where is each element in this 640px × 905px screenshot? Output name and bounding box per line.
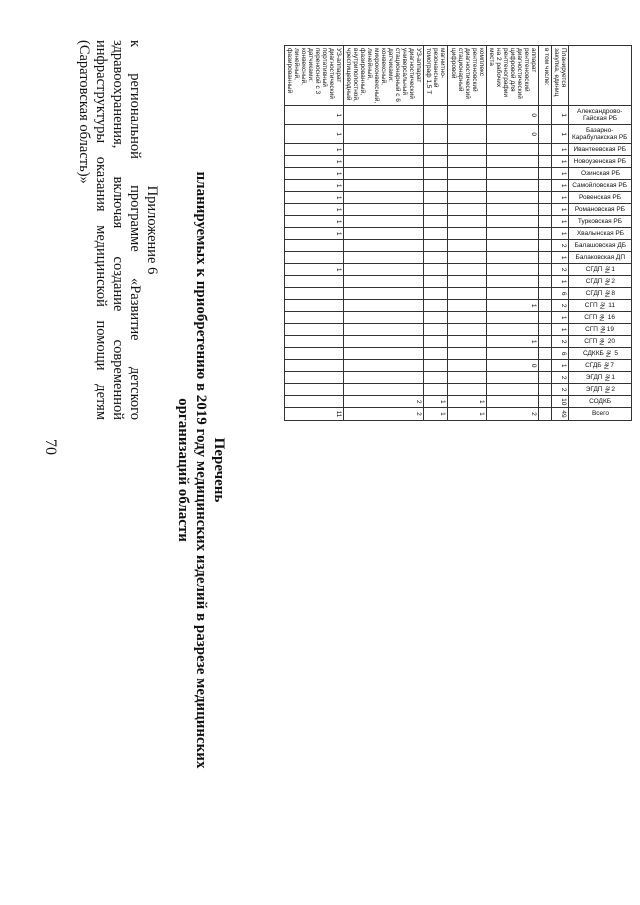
table-row [448,46,487,421]
table-cell [539,348,552,360]
table-cell [448,106,487,125]
row-label: магнитно-резонансный томограф 1,5 Т [424,46,448,106]
table-cell [285,288,344,300]
table-cell: 1 [552,276,569,288]
table-cell: 2 [487,408,539,420]
table-cell [448,192,487,204]
table-cell: 2 [344,408,424,420]
column-header [569,372,632,384]
table-cell [487,192,539,204]
table-cell [424,300,448,312]
table-cell: 1 [552,106,569,125]
table-cell [487,144,539,156]
table-cell [344,276,424,288]
column-header [569,384,632,396]
table-cell: 1 [285,228,344,240]
column-header [569,336,632,348]
table-cell: 2 [552,384,569,396]
column-header-label: Балаковская ДП [575,254,625,262]
column-header [569,240,632,252]
table-cell [344,336,424,348]
table-cell [448,168,487,180]
table-cell [487,228,539,240]
table-cell [539,300,552,312]
table-cell [285,396,344,408]
column-header-label: СГДП №2 [585,278,615,286]
table-cell [487,372,539,384]
table-cell [448,144,487,156]
table-cell [448,384,487,396]
heading-line-2: планируемых к приобретению в 2019 году медицинских изделий в разрезе медицинских организаций области [175,171,209,769]
table-cell [539,276,552,288]
table-cell [539,336,552,348]
table-cell [424,216,448,228]
table-cell: 1 [448,396,487,408]
table-cell [539,180,552,192]
table-cell [285,360,344,372]
table-cell [539,396,552,408]
column-header [569,264,632,276]
table-row [539,46,552,421]
table-cell: 1 [285,106,344,125]
appendix-block [56,40,160,420]
column-header [569,180,632,192]
column-header-label: ЭГДП №2 [585,386,615,394]
table-cell [424,125,448,144]
table-cell [448,264,487,276]
column-header [569,125,632,144]
column-header [569,288,632,300]
table-cell: 1 [448,408,487,420]
table-cell: 6 [552,288,569,300]
table-cell [424,288,448,300]
table-cell [448,372,487,384]
table-cell: 1 [552,204,569,216]
table-cell [424,240,448,252]
heading-line-1: Перечень [211,437,227,503]
table-cell [424,312,448,324]
table-cell [487,312,539,324]
row-label: УЗ-аппарат диагностический универсальный стационарный с 6 датчиками: конвексный, микроконвексный, линейный, фазированный, внутриполостной, чреспищеводный [344,46,424,106]
table-cell: 1 [552,180,569,192]
table-cell: 1 [552,252,569,264]
table-cell [344,180,424,192]
table-body [285,46,569,421]
table-cell [539,216,552,228]
column-header [569,360,632,372]
table-cell [487,396,539,408]
column-header [569,192,632,204]
table-cell: 1 [552,192,569,204]
table-cell [448,156,487,168]
table-cell [448,228,487,240]
table-cell [344,252,424,264]
table-cell [424,192,448,204]
table-cell [424,276,448,288]
column-header-label: Турковская РБ [577,218,623,226]
table-cell [487,288,539,300]
table-cell [344,216,424,228]
table-cell [487,324,539,336]
table-cell [539,408,552,420]
table-cell [487,252,539,264]
table-cell [285,252,344,264]
table-cell [424,252,448,264]
table-cell [285,240,344,252]
table-cell: 0 [487,360,539,372]
column-header [569,168,632,180]
column-header-label: Балашовская ДБ [574,242,626,250]
row-label: комплекс рентгеновский диагностический стационарный цифровой [448,46,487,106]
table-cell: 1 [285,192,344,204]
table-cell [344,192,424,204]
table-cell [487,264,539,276]
column-header-label: Ровенская РБ [578,194,622,202]
table-cell: 1 [285,156,344,168]
table-cell [539,168,552,180]
table-cell [344,144,424,156]
table-cell [539,252,552,264]
row-label: УЗ-аппарат диагностический портативный переносной с 3 датчиками: конвексный, линейный, фазированный [285,46,344,106]
table-cell [448,252,487,264]
table-cell: 1 [424,408,448,420]
table-header-corner [569,46,632,106]
table-cell [344,125,424,144]
table-cell [285,384,344,396]
column-header [569,252,632,264]
table-cell [344,360,424,372]
column-header [569,144,632,156]
table-cell [448,360,487,372]
table-cell [448,312,487,324]
column-header-label: Самойловская РБ [572,182,628,190]
table-cell [285,300,344,312]
column-header-label: СГП №19 [585,326,615,334]
table-cell [424,348,448,360]
table-cell [344,384,424,396]
table-cell [344,348,424,360]
appendix-body: к региональной программе «Развитие детского здравоохранения, включая создание современной инфраструктуры оказания медицинской помощи детям (Саратовская область)» [76,40,143,420]
table-cell [424,144,448,156]
table-cell: 6 [552,348,569,360]
table-cell: 1 [552,125,569,144]
table-cell [487,168,539,180]
table-cell [448,240,487,252]
table-cell: 10 [552,396,569,408]
table-cell: 1 [285,168,344,180]
table-cell [344,156,424,168]
column-header-label: ЭГДП №1 [585,374,615,382]
column-header-label: Всего [591,410,609,418]
column-header [569,408,632,420]
table-cell [487,204,539,216]
table-cell [285,312,344,324]
table-cell [539,125,552,144]
table-cell [344,288,424,300]
column-header-label: Романовская РБ [574,206,626,214]
table-header-row [569,46,632,421]
table-cell: 49 [552,408,569,420]
column-header [569,348,632,360]
table-cell: 1 [285,204,344,216]
table-cell [424,384,448,396]
column-header-label: СГП № 20 [584,338,616,346]
table-cell [344,264,424,276]
table-cell [424,264,448,276]
table-cell: 1 [552,156,569,168]
table-cell [344,324,424,336]
table-cell [539,144,552,156]
table-cell [424,360,448,372]
column-header-label: СОДКБ [589,398,611,406]
table-row [487,46,539,421]
column-header-label: Хвалынская РБ [576,230,624,238]
table-cell: 2 [552,372,569,384]
table-cell: 1 [424,396,448,408]
row-label: в том числе: [539,46,552,106]
table-cell [539,372,552,384]
table-cell [344,168,424,180]
table-cell: 1 [285,264,344,276]
table-cell [539,312,552,324]
table-cell: 1 [487,336,539,348]
table-cell [539,204,552,216]
table-cell [285,336,344,348]
table-cell [344,240,424,252]
column-header [569,106,632,125]
table-cell [448,204,487,216]
table-cell [285,324,344,336]
table-cell [344,106,424,125]
table-cell: 1 [285,216,344,228]
table-cell [487,384,539,396]
table-cell [424,336,448,348]
equipment-table [284,45,632,421]
table-row [344,46,424,421]
table-cell: 11 [285,408,344,420]
table-cell [539,384,552,396]
table-row [285,46,344,421]
table-cell [285,372,344,384]
column-header [569,324,632,336]
table-cell: 1 [552,216,569,228]
table-cell [539,360,552,372]
table-cell: 1 [285,125,344,144]
table-cell [448,288,487,300]
column-header [569,228,632,240]
column-header [569,276,632,288]
table-cell [344,204,424,216]
column-header-label: Озинская РБ [580,170,620,178]
equipment-table-wrapper [284,45,632,421]
table-cell: 1 [552,168,569,180]
column-header-label: Александрово-Гайская РБ [577,108,623,123]
table-cell [539,324,552,336]
table-cell [285,348,344,360]
table-cell [487,348,539,360]
table-cell [448,300,487,312]
table-cell [448,276,487,288]
table-cell [344,228,424,240]
table-cell: 0 [487,125,539,144]
column-header [569,396,632,408]
table-cell [539,156,552,168]
column-header [569,204,632,216]
table-cell: 1 [487,300,539,312]
table-cell [448,216,487,228]
column-header [569,216,632,228]
column-header-label: СДККБ № 5 [582,350,618,358]
row-label: Планируется закупка, единиц [552,46,569,106]
document-heading [174,135,228,805]
table-cell [539,288,552,300]
table-cell [424,228,448,240]
table-cell [448,324,487,336]
table-row [552,46,569,421]
table-cell: 1 [552,144,569,156]
table-cell [344,372,424,384]
table-cell [448,125,487,144]
table-cell [424,168,448,180]
table-cell: 1 [552,228,569,240]
column-header-label: СГП № 11 [584,302,616,310]
table-cell [424,324,448,336]
table-cell: 2 [552,336,569,348]
table-cell [424,156,448,168]
table-cell: 0 [487,106,539,125]
table-cell [424,180,448,192]
table-cell [424,106,448,125]
column-header-label: Базарно-Карабулакская РБ [572,127,628,142]
table-cell [344,300,424,312]
table-cell: 1 [552,360,569,372]
table-cell [448,180,487,192]
table-cell: 2 [344,396,424,408]
table-cell [448,348,487,360]
table-cell: 1 [285,144,344,156]
appendix-title: Приложение 6 [144,185,160,275]
table-cell [539,264,552,276]
table-cell: 2 [552,240,569,252]
column-header [569,312,632,324]
table-cell [487,276,539,288]
table-cell [424,204,448,216]
column-header-label: СГДП №8 [585,290,615,298]
table-cell: 2 [552,300,569,312]
column-header-label: Новоузенская РБ [573,158,627,166]
table-cell: 2 [552,264,569,276]
table-cell [487,240,539,252]
table-cell [539,228,552,240]
table-cell: 1 [552,324,569,336]
table-cell [539,106,552,125]
page-number: 70 [42,439,59,455]
column-header-label: СГДП №1 [585,266,615,274]
table-row [424,46,448,421]
column-header-label: СГП № 16 [584,314,616,322]
table-cell [487,216,539,228]
table-cell [539,192,552,204]
table-cell [285,276,344,288]
column-header [569,300,632,312]
column-header-label: СГДБ №7 [585,362,615,370]
table-cell [487,156,539,168]
table-cell [424,372,448,384]
row-label: аппарат рентгеновский диагностический цифровой для рентгенографии на 2 рабочих места [487,46,539,106]
table-cell [344,312,424,324]
table-cell: 1 [285,180,344,192]
table-cell [448,336,487,348]
table-cell: 1 [552,312,569,324]
column-header-label: Ивантеевская РБ [573,146,627,154]
column-header [569,156,632,168]
table-cell [487,180,539,192]
table-cell [539,240,552,252]
